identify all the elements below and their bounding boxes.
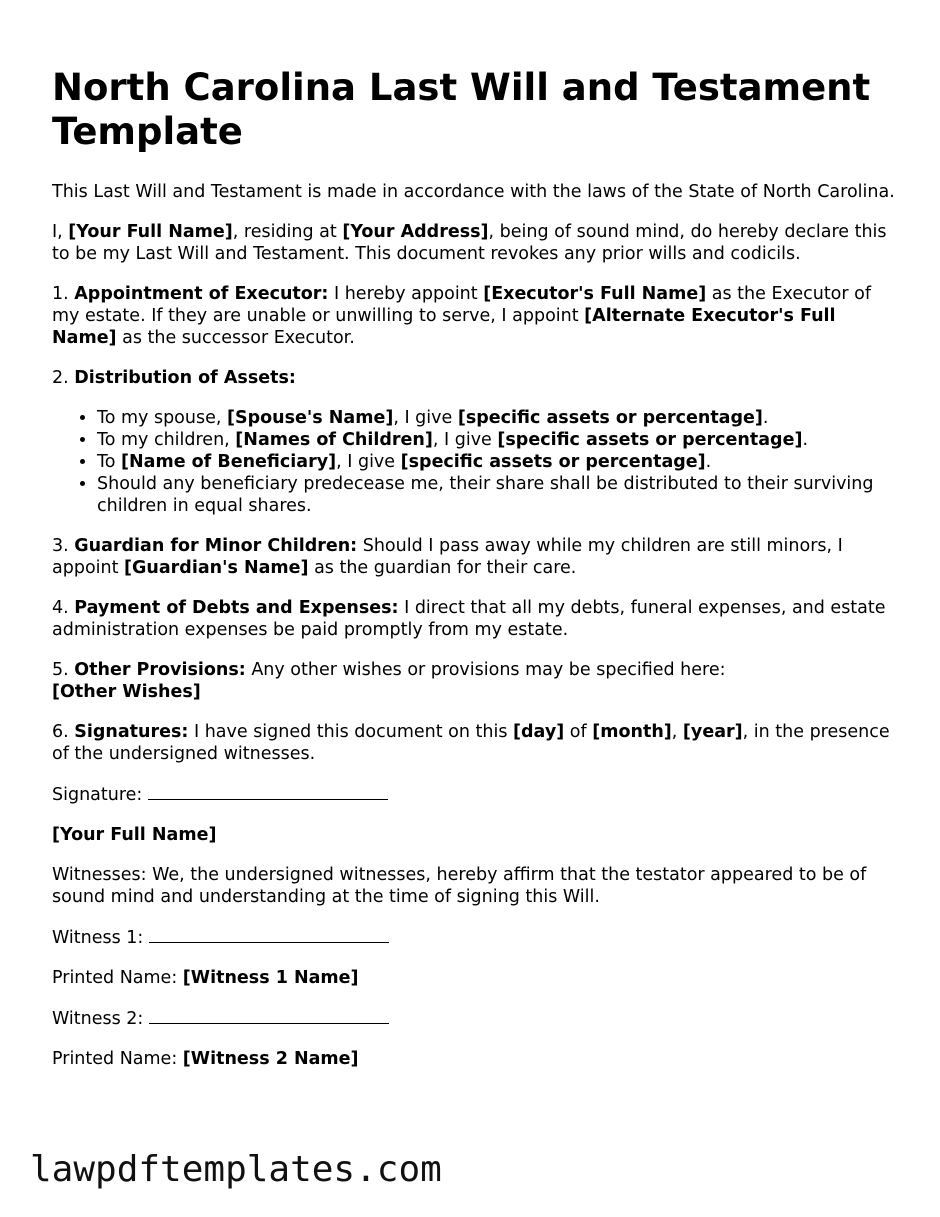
witness-1-label: Witness 1: [52,928,149,948]
witness-2-label: Witness 2: [52,1009,149,1029]
page-title: North Carolina Last Will and Testament Template [52,66,871,153]
signer-name-placeholder: [Your Full Name] [52,825,217,845]
month-placeholder: [month] [592,722,672,742]
witness-2-signature-line[interactable] [149,1007,389,1024]
witness-1-name-placeholder: [Witness 1 Name] [182,968,359,988]
witness-2-printed-name-row [52,1048,897,1070]
signature-line[interactable] [148,783,388,800]
distribution-heading: Distribution of Assets: [74,368,296,388]
witness-2-name-placeholder: [Witness 2 Name] [182,1049,359,1069]
signatures-section: 6. Signatures: I have signed this document on this [day] of [month], [year], in the presence of the undersigned witnesses. [52,722,890,764]
testator-address-placeholder: [Your Address] [342,222,489,242]
day-placeholder: [day] [513,722,565,742]
witness-1-row [52,926,897,949]
witness-2-row [52,1007,897,1030]
list-item: • To [Name of Beneficiary], I give [specific assets or percentage]. [97,451,897,473]
declaration-paragraph: I, [Your Full Name], residing at [Your Address], being of sound mind, do hereby declare this to be my Last Will and Testament. This document revokes any prior wills and codicils. [52,222,887,264]
executor-heading: Appointment of Executor: [74,284,329,304]
testator-name-placeholder: [Your Full Name] [68,222,233,242]
document-body [52,66,897,1088]
debts-section: 4. Payment of Debts and Expenses: I direct that all my debts, funeral expenses, and estate administration expenses be paid promptly from my estate. [52,598,886,640]
executor-name-placeholder: [Executor's Full Name] [483,284,707,304]
guardian-section: 3. Guardian for Minor Children: Should I pass away while my children are still minors, I appoint [Guardian's Name] as the guardian for their care. [52,536,843,578]
guardian-heading: Guardian for Minor Children: [74,536,358,556]
executor-section: 1. Appointment of Executor: I hereby appoint [Executor's Full Name] as the Executor of my estate. If they are unable or unwilling to serve, I appoint [Alternate Executor's Full Name] as the successor Executor. [52,284,872,348]
witness-1-signature-line[interactable] [149,926,389,943]
printed-name-label: Printed Name: [52,1049,183,1069]
witness-1-printed-name-row [52,967,897,989]
signature-row [52,783,897,806]
alternate-executor-placeholder: [Alternate Executor's Full Name] [52,306,836,348]
other-provisions-heading: Other Provisions: [74,660,246,680]
printed-name-label: Printed Name: [52,968,183,988]
signer-name-row [52,824,897,846]
guardian-name-placeholder: [Guardian's Name] [124,558,309,578]
signature-label: Signature: [52,785,148,805]
list-item: • To my children, [Names of Children], I give [specific assets or percentage]. [97,429,897,451]
intro-paragraph: This Last Will and Testament is made in accordance with the laws of the State of North Carolina. [52,182,895,202]
distribution-section: 2. Distribution of Assets: [52,368,296,388]
list-item: • Should any beneficiary predecease me, their share shall be distributed to their surviving children in equal shares. [97,473,897,517]
other-provisions-section: 5. Other Provisions: Any other wishes or provisions may be specified here: [Other Wishes] [52,660,726,702]
year-placeholder: [year] [682,722,743,742]
signatures-heading: Signatures: [74,722,189,742]
site-watermark: lawpdftemplates.com [30,1149,442,1190]
other-wishes-placeholder: [Other Wishes] [52,682,201,702]
distribution-list [52,407,897,517]
list-item: • To my spouse, [Spouse's Name], I give [specific assets or percentage]. [97,407,897,429]
debts-heading: Payment of Debts and Expenses: [74,598,399,618]
witnesses-statement: Witnesses: We, the undersigned witnesses, hereby affirm that the testator appeared to be of sound mind and understanding at the time of signing this Will. [52,865,867,907]
